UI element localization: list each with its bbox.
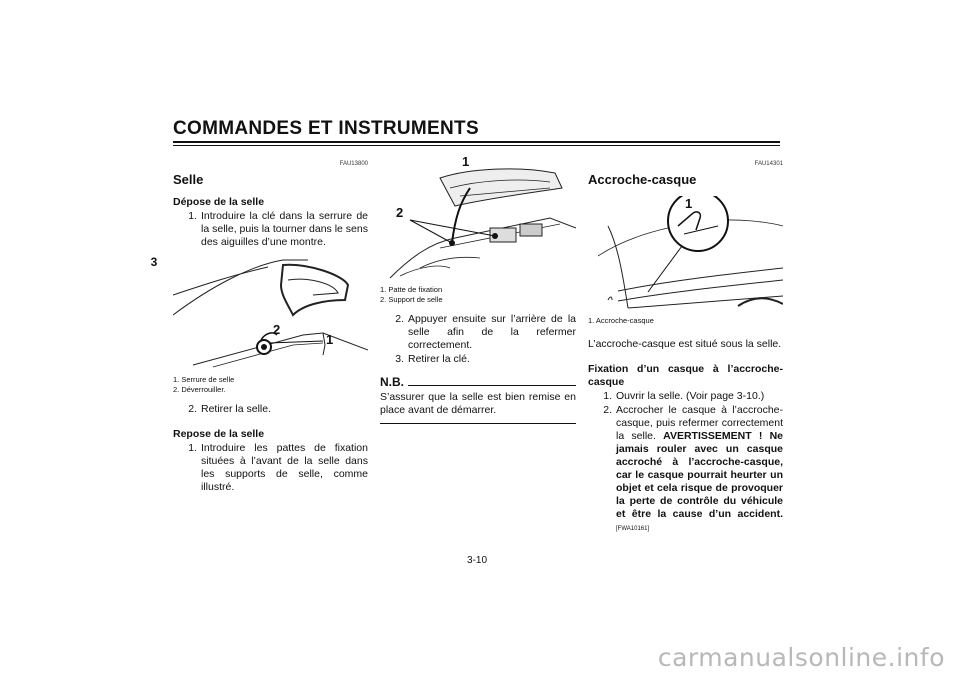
figure-callout-2: 2 xyxy=(396,205,404,220)
step-text: Retirer la clé. xyxy=(408,353,470,365)
step-text: Ouvrir la selle. (Voir page 3-10.) xyxy=(616,390,765,402)
page-header-title: COMMANDES ET INSTRUMENTS xyxy=(173,118,479,139)
step-item xyxy=(588,404,783,536)
step-item xyxy=(173,403,368,416)
step-text-with-warning xyxy=(616,404,783,536)
header-rule xyxy=(173,141,780,143)
page-number: 3-10 xyxy=(467,555,488,566)
note-title-rule xyxy=(408,385,576,386)
legend-item: 2. Déverrouiller. xyxy=(173,385,226,394)
note-end-rule xyxy=(380,423,576,424)
step-item xyxy=(173,442,368,494)
step-text: Introduire la clé dans la serrure de la selle, puis la tourner dans le sens des aiguilles d’une montre. xyxy=(201,210,368,248)
legend-item: 1. Patte de fixation xyxy=(380,285,443,294)
step-number: 1. xyxy=(188,442,197,454)
figure-helmet-holder xyxy=(588,196,783,326)
subheading-fixation: Fixation d’un casque à l’accroche-casque xyxy=(588,363,783,388)
seat-lock-illustration xyxy=(173,255,368,373)
note-title xyxy=(380,376,576,389)
subheading-repose: Repose de la selle xyxy=(173,428,265,440)
warning-text: AVERTISSEMENT ! Ne jamais rouler avec un casque accroché à l’accroche-casque, car le casque pourrait heurter un objet et cela risque de provoquer la perte de contrôle du véhicule et être la cause d’un accident. xyxy=(616,430,784,520)
step-number: 1. xyxy=(603,390,612,402)
note-text: S’assurer que la selle est bien remise en place avant de démarrer. xyxy=(380,391,576,416)
step-item xyxy=(588,390,783,403)
watermark: carmanualsonline.info xyxy=(657,643,945,672)
column-selle xyxy=(173,158,368,494)
section-title-selle: Selle xyxy=(173,172,204,187)
legend-item: 1. Serrure de selle xyxy=(173,375,235,384)
chapter-tab: 3 xyxy=(150,255,158,269)
note-title-text: N.B. xyxy=(380,375,404,389)
step-number: 2. xyxy=(188,403,197,415)
warning-code: [FWA10161] xyxy=(616,526,650,532)
figure-callout-1: 1 xyxy=(462,154,470,169)
step-number: 2. xyxy=(395,313,404,325)
figure-callout-2: 2 xyxy=(273,322,281,337)
step-text: Appuyer ensuite sur l’arrière de la selle afin de la refermer correctement. xyxy=(408,313,576,351)
section-title-accroche-casque: Accroche-casque xyxy=(588,172,697,187)
step-text: Introduire les pattes de fixation situées à l’avant de la selle dans les supports de selle, comme illustré. xyxy=(201,442,368,493)
intro-text: L’accroche-casque est situé sous la selle. xyxy=(588,338,782,350)
subheading-depose: Dépose de la selle xyxy=(173,196,265,208)
helmet-holder-illustration xyxy=(588,196,783,314)
column-selle-continued xyxy=(380,154,576,424)
figure-callout-1: 1 xyxy=(685,196,693,211)
figure-legend xyxy=(380,285,576,305)
step-item xyxy=(380,353,576,366)
step-number: 3. xyxy=(395,353,404,365)
figure-callout-1: 1 xyxy=(326,332,334,347)
legend-item: 2. Support de selle xyxy=(380,295,443,304)
section-code: FAU14301 xyxy=(754,161,783,167)
figure-legend xyxy=(588,316,783,326)
section-code: FAU13800 xyxy=(339,161,368,167)
header-rule-thin xyxy=(173,145,780,146)
figure-seal-lock xyxy=(173,255,368,395)
step-number: 1. xyxy=(188,210,197,222)
column-accroche-casque xyxy=(588,158,783,536)
legend-item: 1. Accroche-casque xyxy=(588,316,654,325)
step-number: 2. xyxy=(603,404,612,416)
figure-seat-brackets xyxy=(380,154,576,305)
step-text: Accrocher le casque à l’accroche-casque, puis refermer correctement la selle. xyxy=(616,404,783,442)
figure-legend xyxy=(173,375,368,395)
step-text: Retirer la selle. xyxy=(201,403,272,415)
step-item xyxy=(380,313,576,352)
seat-bracket-illustration xyxy=(380,158,576,283)
step-item xyxy=(173,210,368,249)
